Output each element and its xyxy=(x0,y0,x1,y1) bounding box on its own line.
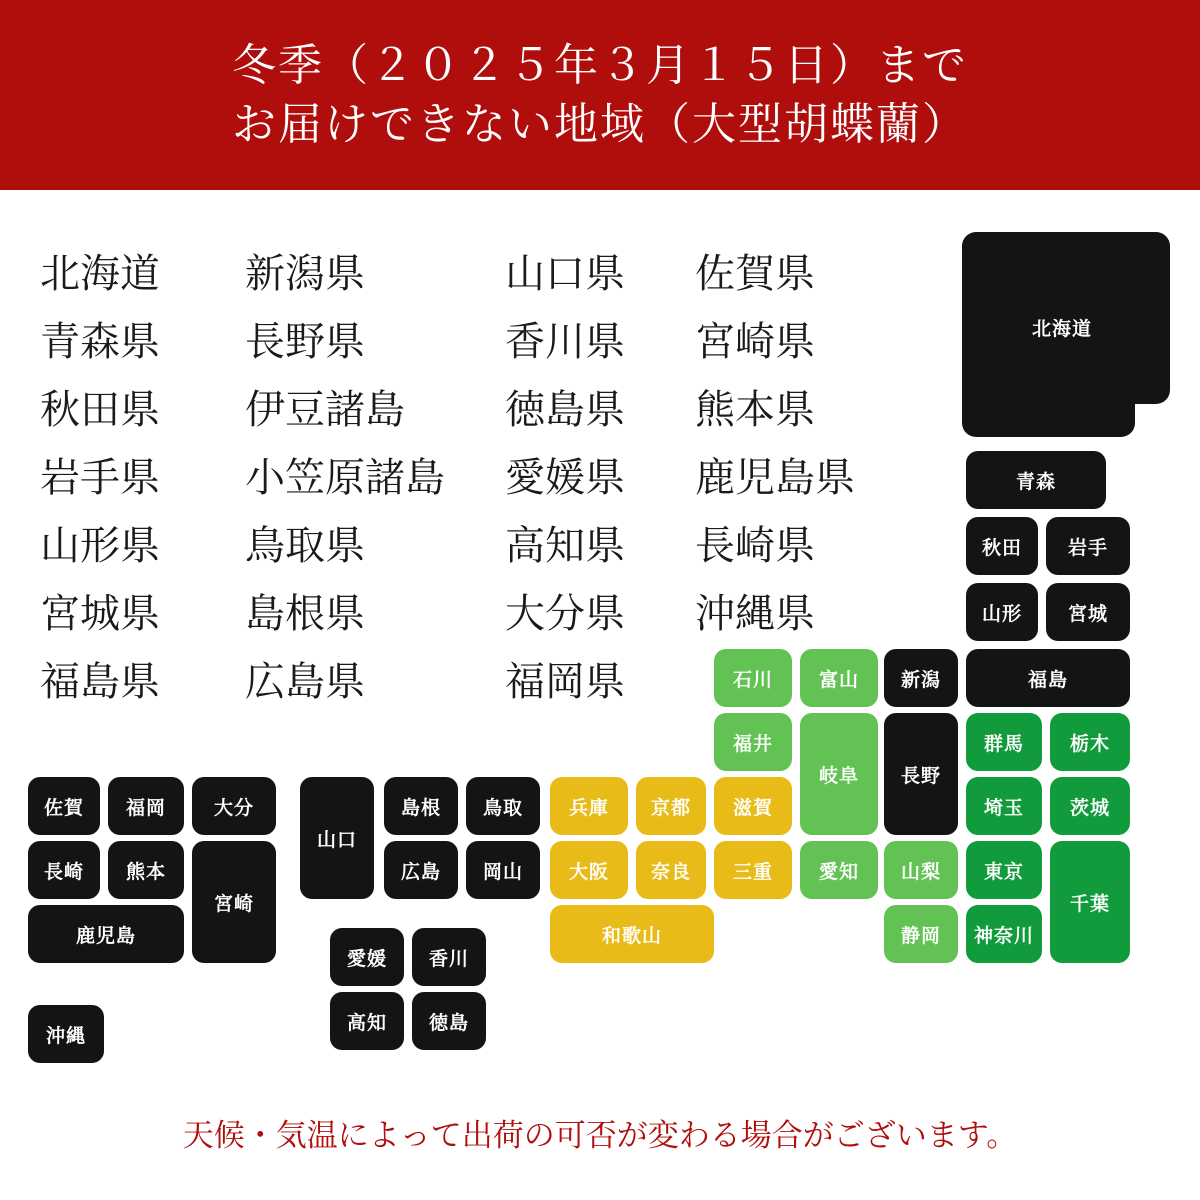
map-prefecture-tile: 長崎 xyxy=(28,841,100,899)
map-prefecture-tile: 愛媛 xyxy=(330,928,404,986)
map-prefecture-tile: 群馬 xyxy=(966,713,1042,771)
map-prefecture-tile: 徳島 xyxy=(412,992,486,1050)
map-prefecture-tile: 富山 xyxy=(800,649,878,707)
list-item: 北海道 xyxy=(40,252,160,296)
map-prefecture-tile: 島根 xyxy=(384,777,458,835)
map-prefecture-tile: 栃木 xyxy=(1050,713,1130,771)
map-prefecture-tile: 山梨 xyxy=(884,841,958,899)
map-prefecture-tile: 岐阜 xyxy=(800,713,878,835)
list-item: 福岡県 xyxy=(505,660,625,704)
hokkaido-label: 北海道 xyxy=(1031,319,1092,340)
list-item: 新潟県 xyxy=(245,252,365,296)
map-prefecture-tile: 山口 xyxy=(300,777,374,899)
map-prefecture-tile: 鳥取 xyxy=(466,777,540,835)
map-prefecture-tile: 佐賀 xyxy=(28,777,100,835)
map-prefecture-tile: 宮崎 xyxy=(192,841,276,963)
list-item: 山形県 xyxy=(40,524,160,568)
map-prefecture-tile: 石川 xyxy=(714,649,792,707)
map-prefecture-tile: 鹿児島 xyxy=(28,905,184,963)
map-prefecture-tile: 福井 xyxy=(714,713,792,771)
map-prefecture-tile: 千葉 xyxy=(1050,841,1130,963)
list-item: 熊本県 xyxy=(695,388,815,432)
map-prefecture-tile: 愛知 xyxy=(800,841,878,899)
list-item: 島根県 xyxy=(245,592,365,636)
list-item: 徳島県 xyxy=(505,388,625,432)
map-prefecture-tile: 熊本 xyxy=(108,841,184,899)
map-prefecture-tile: 福岡 xyxy=(108,777,184,835)
map-prefecture-tile: 静岡 xyxy=(884,905,958,963)
list-item: 宮城県 xyxy=(40,592,160,636)
map-prefecture-tile: 山形 xyxy=(966,583,1038,641)
map-prefecture-tile: 大阪 xyxy=(550,841,628,899)
map-prefecture-tile: 青森 xyxy=(966,451,1106,509)
map-prefecture-tile: 埼玉 xyxy=(966,777,1042,835)
list-item: 宮崎県 xyxy=(695,320,815,364)
map-prefecture-tile: 和歌山 xyxy=(550,905,714,963)
list-item: 長野県 xyxy=(245,320,365,364)
map-prefecture-tile: 兵庫 xyxy=(550,777,628,835)
list-item: 秋田県 xyxy=(40,388,160,432)
map-prefecture-tile: 神奈川 xyxy=(966,905,1042,963)
map-prefecture-tile: 広島 xyxy=(384,841,458,899)
map-prefecture-tile: 福島 xyxy=(966,649,1130,707)
header-title-line-2: お届けできない地域（大型胡蝶蘭） xyxy=(232,100,968,149)
list-item: 高知県 xyxy=(505,524,625,568)
map-prefecture-tile: 茨城 xyxy=(1050,777,1130,835)
list-item: 福島県 xyxy=(40,660,160,704)
footnote-text: 天候・気温によって出荷の可否が変わる場合がございます。 xyxy=(182,1118,1018,1153)
list-item: 沖縄県 xyxy=(695,592,815,636)
list-item: 小笠原諸島 xyxy=(245,456,445,500)
map-prefecture-tile: 宮城 xyxy=(1046,583,1130,641)
header-title-line-1: 冬季（２０２５年３月１５日）まで xyxy=(232,40,968,90)
list-item: 大分県 xyxy=(505,592,625,636)
list-item: 伊豆諸島 xyxy=(245,388,405,432)
map-prefecture-tile: 奈良 xyxy=(636,841,706,899)
map-prefecture-tile: 新潟 xyxy=(884,649,958,707)
map-prefecture-tile: 長野 xyxy=(884,713,958,835)
map-prefecture-tile: 大分 xyxy=(192,777,276,835)
map-prefecture-tile: 秋田 xyxy=(966,517,1038,575)
list-item: 鹿児島県 xyxy=(695,456,855,500)
map-region-hokkaido xyxy=(962,232,1170,437)
map-prefecture-tile: 岡山 xyxy=(466,841,540,899)
map-prefecture-tile: 沖縄 xyxy=(28,1005,104,1063)
list-item: 佐賀県 xyxy=(695,252,815,296)
list-item: 香川県 xyxy=(505,320,625,364)
map-prefecture-tile: 岩手 xyxy=(1046,517,1130,575)
list-item: 青森県 xyxy=(40,320,160,364)
map-prefecture-tile: 滋賀 xyxy=(714,777,792,835)
list-item: 岩手県 xyxy=(40,456,160,500)
map-prefecture-tile: 三重 xyxy=(714,841,792,899)
list-item: 長崎県 xyxy=(695,524,815,568)
list-item: 広島県 xyxy=(245,660,365,704)
map-prefecture-tile: 高知 xyxy=(330,992,404,1050)
list-item: 山口県 xyxy=(505,252,625,296)
map-prefecture-tile: 京都 xyxy=(636,777,706,835)
map-prefecture-tile: 香川 xyxy=(412,928,486,986)
list-item: 鳥取県 xyxy=(245,524,365,568)
map-prefecture-tile: 東京 xyxy=(966,841,1042,899)
list-item: 愛媛県 xyxy=(505,456,625,500)
